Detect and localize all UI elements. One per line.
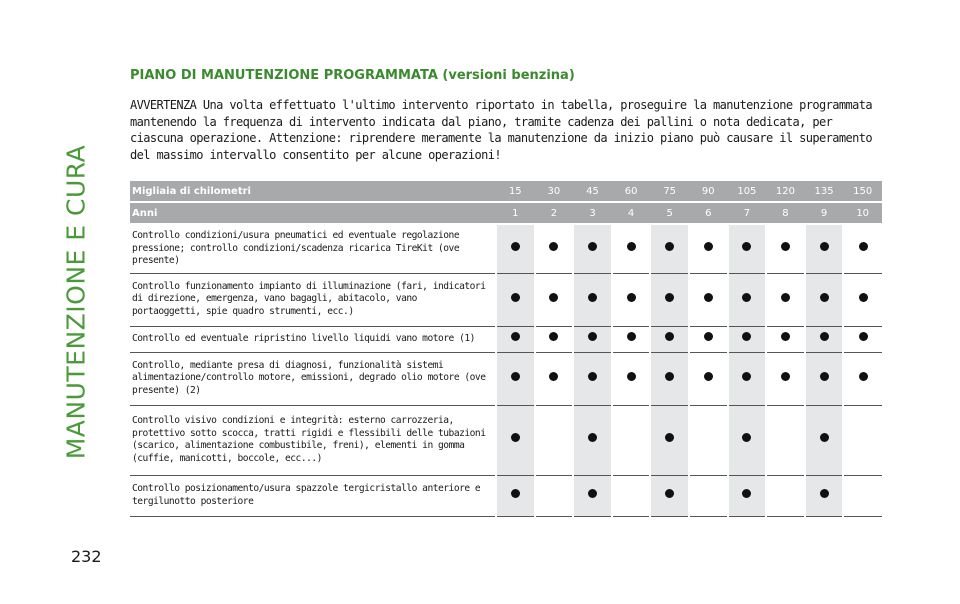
interval-cell xyxy=(728,475,767,516)
interval-cell xyxy=(573,352,612,405)
interval-cell xyxy=(766,326,805,352)
schedule-body xyxy=(130,224,882,516)
chapter-title-text: MANUTENZIONE E CURA xyxy=(61,144,91,460)
interval-cell xyxy=(689,352,728,405)
interval-cell xyxy=(535,405,574,475)
years-header-cell: 2 xyxy=(535,202,574,224)
interval-cell xyxy=(728,326,767,352)
scheduled-dot-icon xyxy=(627,372,636,381)
scheduled-dot-icon xyxy=(665,372,674,381)
years-header-cell: 9 xyxy=(805,202,844,224)
interval-cell xyxy=(535,224,574,273)
interval-cell xyxy=(496,224,535,273)
scheduled-dot-icon xyxy=(665,293,674,302)
km-header-cell: 45 xyxy=(573,181,612,202)
interval-cell xyxy=(612,352,651,405)
scheduled-dot-icon xyxy=(820,293,829,302)
scheduled-dot-icon xyxy=(859,242,868,251)
scheduled-dot-icon xyxy=(859,372,868,381)
years-header-cell: 5 xyxy=(650,202,689,224)
scheduled-dot-icon xyxy=(781,372,790,381)
interval-cell xyxy=(573,224,612,273)
scheduled-dot-icon xyxy=(742,332,751,341)
maintenance-schedule-table xyxy=(130,181,882,517)
scheduled-dot-icon xyxy=(704,242,713,251)
interval-cell xyxy=(805,224,844,273)
scheduled-dot-icon xyxy=(781,242,790,251)
scheduled-dot-icon xyxy=(781,293,790,302)
table-row xyxy=(130,405,882,475)
interval-cell xyxy=(612,224,651,273)
interval-cell xyxy=(728,273,767,326)
scheduled-dot-icon xyxy=(549,293,558,302)
scheduled-dot-icon xyxy=(859,293,868,302)
table-row xyxy=(130,326,882,352)
scheduled-dot-icon xyxy=(859,332,868,341)
scheduled-dot-icon xyxy=(549,332,558,341)
years-header-row xyxy=(130,202,882,224)
scheduled-dot-icon xyxy=(588,433,597,442)
scheduled-dot-icon xyxy=(665,242,674,251)
km-header-cell: 150 xyxy=(843,181,882,202)
interval-cell xyxy=(573,326,612,352)
scheduled-dot-icon xyxy=(820,489,829,498)
interval-cell xyxy=(535,273,574,326)
km-header-cell: 135 xyxy=(805,181,844,202)
km-header-cell: 30 xyxy=(535,181,574,202)
scheduled-dot-icon xyxy=(511,433,520,442)
scheduled-dot-icon xyxy=(820,372,829,381)
interval-cell xyxy=(766,273,805,326)
intro-warning-text: AVVERTENZA Una volta effettuato l'ultimo intervento riportato in tabella, proseguire la manutenzione programmata mantenendo la frequenza di intervento indicata dal piano, tramite cadenza dei pallini o nota dedicata, per ciascuna operazione. Attenzione: riprendere meramente la manutenzione da inizio piano può causare il superamento del massimo intervallo consentito per alcune operazioni! xyxy=(130,98,872,162)
interval-cell xyxy=(496,273,535,326)
operation-description: Controllo funzionamento impianto di illuminazione (fari, indicatori di direzione, emergenza, vano bagagli, abitacolo, vano portaoggetti, spie quadro strumenti, ecc.) xyxy=(130,273,496,326)
interval-cell xyxy=(535,352,574,405)
scheduled-dot-icon xyxy=(511,332,520,341)
years-header-cell: 8 xyxy=(766,202,805,224)
scheduled-dot-icon xyxy=(742,293,751,302)
operation-description: Controllo posizionamento/usura spazzole tergicristallo anteriore e tergilunotto posteriore xyxy=(130,475,496,516)
scheduled-dot-icon xyxy=(820,242,829,251)
years-header-cell: 4 xyxy=(612,202,651,224)
interval-cell xyxy=(689,475,728,516)
interval-cell xyxy=(612,405,651,475)
table-row xyxy=(130,352,882,405)
operation-description: Controllo visivo condizioni e integrità: esterno carrozzeria, protettivo sotto scocca, tratti rigidi e flessibili delle tubazioni (scarico, alimentazione combustibile, freni), elementi in gomma (cuffie, manicotti, boccole, ecc...) xyxy=(130,405,496,475)
interval-cell xyxy=(728,405,767,475)
interval-cell xyxy=(766,405,805,475)
scheduled-dot-icon xyxy=(704,372,713,381)
scheduled-dot-icon xyxy=(820,433,829,442)
interval-cell xyxy=(573,405,612,475)
interval-cell xyxy=(805,273,844,326)
interval-cell xyxy=(766,352,805,405)
interval-cell xyxy=(496,475,535,516)
interval-cell xyxy=(650,224,689,273)
scheduled-dot-icon xyxy=(511,372,520,381)
operation-description: Controllo, mediante presa di diagnosi, funzionalità sistemi alimentazione/controllo motore, emissioni, degrado olio motore (ove presente) (2) xyxy=(130,352,496,405)
scheduled-dot-icon xyxy=(665,489,674,498)
interval-cell xyxy=(650,326,689,352)
interval-cell xyxy=(843,326,882,352)
interval-cell xyxy=(843,352,882,405)
km-header-cell: 90 xyxy=(689,181,728,202)
km-header-cell: 60 xyxy=(612,181,651,202)
interval-cell xyxy=(805,352,844,405)
interval-cell xyxy=(766,475,805,516)
interval-cell xyxy=(535,326,574,352)
scheduled-dot-icon xyxy=(588,489,597,498)
scheduled-dot-icon xyxy=(511,489,520,498)
scheduled-dot-icon xyxy=(627,293,636,302)
km-header-label: Migliaia di chilometri xyxy=(130,181,496,202)
interval-cell xyxy=(535,475,574,516)
interval-cell xyxy=(496,405,535,475)
interval-cell xyxy=(766,224,805,273)
scheduled-dot-icon xyxy=(549,242,558,251)
main-content xyxy=(130,68,882,163)
scheduled-dot-icon xyxy=(742,433,751,442)
scheduled-dot-icon xyxy=(665,332,674,341)
interval-cell xyxy=(843,273,882,326)
interval-cell xyxy=(689,224,728,273)
years-header-label: Anni xyxy=(130,202,496,224)
table-row xyxy=(130,273,882,326)
scheduled-dot-icon xyxy=(742,242,751,251)
interval-cell xyxy=(805,475,844,516)
scheduled-dot-icon xyxy=(588,242,597,251)
scheduled-dot-icon xyxy=(627,242,636,251)
scheduled-dot-icon xyxy=(704,293,713,302)
years-header-cell: 6 xyxy=(689,202,728,224)
scheduled-dot-icon xyxy=(549,372,558,381)
interval-cell xyxy=(650,475,689,516)
interval-cell xyxy=(573,273,612,326)
table-row xyxy=(130,224,882,273)
scheduled-dot-icon xyxy=(627,332,636,341)
scheduled-dot-icon xyxy=(820,332,829,341)
scheduled-dot-icon xyxy=(665,433,674,442)
interval-cell xyxy=(612,326,651,352)
scheduled-dot-icon xyxy=(588,372,597,381)
interval-cell xyxy=(843,405,882,475)
scheduled-dot-icon xyxy=(742,489,751,498)
interval-cell xyxy=(612,475,651,516)
interval-cell xyxy=(650,352,689,405)
scheduled-dot-icon xyxy=(781,332,790,341)
km-header-cell: 105 xyxy=(728,181,767,202)
interval-cell xyxy=(805,326,844,352)
interval-cell xyxy=(689,326,728,352)
interval-cell xyxy=(496,326,535,352)
scheduled-dot-icon xyxy=(588,332,597,341)
section-title: PIANO DI MANUTENZIONE PROGRAMMATA (versioni benzina) xyxy=(130,68,575,83)
scheduled-dot-icon xyxy=(511,293,520,302)
scheduled-dot-icon xyxy=(742,372,751,381)
page-number: 232 xyxy=(71,547,102,566)
interval-cell xyxy=(650,405,689,475)
interval-cell xyxy=(689,273,728,326)
interval-cell xyxy=(496,352,535,405)
operation-description: Controllo ed eventuale ripristino livello liquidi vano motore (1) xyxy=(130,326,496,352)
interval-cell xyxy=(843,224,882,273)
interval-cell xyxy=(612,273,651,326)
years-header-cell: 3 xyxy=(573,202,612,224)
interval-cell xyxy=(689,405,728,475)
years-header-cell: 10 xyxy=(843,202,882,224)
table-row xyxy=(130,475,882,516)
interval-cell xyxy=(728,224,767,273)
years-header-cell: 1 xyxy=(496,202,535,224)
operation-description: Controllo condizioni/usura pneumatici ed eventuale regolazione pressione; controllo condizioni/scadenza ricarica TireKit (ove presente) xyxy=(130,224,496,273)
interval-cell xyxy=(650,273,689,326)
km-header-cell: 15 xyxy=(496,181,535,202)
scheduled-dot-icon xyxy=(704,332,713,341)
interval-cell xyxy=(843,475,882,516)
years-header-cell: 7 xyxy=(728,202,767,224)
scheduled-dot-icon xyxy=(511,242,520,251)
km-header-cell: 75 xyxy=(650,181,689,202)
interval-cell xyxy=(805,405,844,475)
km-header-cell: 120 xyxy=(766,181,805,202)
km-header-row xyxy=(130,181,882,202)
interval-cell xyxy=(573,475,612,516)
interval-cell xyxy=(728,352,767,405)
scheduled-dot-icon xyxy=(588,293,597,302)
